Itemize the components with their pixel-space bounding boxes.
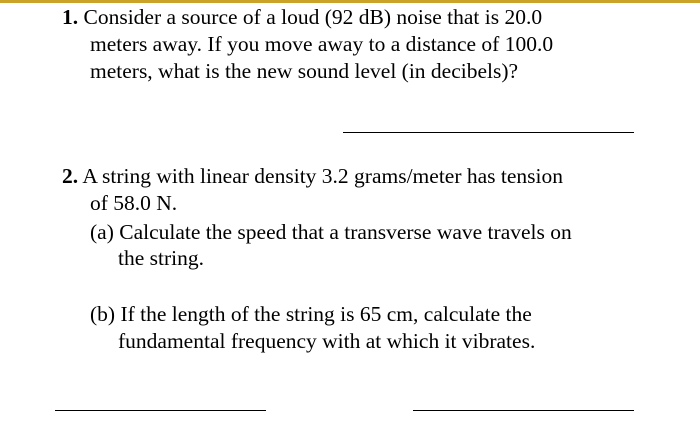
question-2a-line-1: (a) Calculate the speed that a transverse wave travels on (90, 220, 572, 244)
top-accent-rule (0, 0, 700, 3)
question-2b-line-1: (b) If the length of the string is 65 cm, calculate the (90, 302, 532, 326)
question-1-line-3: meters, what is the new sound level (in decibels)? (90, 59, 519, 83)
question-2-line-2: of 58.0 N. (90, 191, 178, 215)
question-1-answer-line (343, 132, 634, 133)
question-1-line-1: Consider a source of a loud (92 dB) noise that is 20.0 (83, 5, 543, 29)
question-2a-line-2: the string. (118, 246, 204, 270)
question-2b-answer-line (413, 410, 634, 411)
question-2a-answer-line (55, 410, 266, 411)
question-2-number: 2. (62, 164, 79, 188)
question-2b-line-2: fundamental frequency with at which it vibrates. (118, 329, 536, 353)
question-1-line-2: meters away. If you move away to a distance of 100.0 (90, 32, 554, 56)
question-1-number: 1. (62, 5, 79, 29)
question-2-line-1: A string with linear density 3.2 grams/meter has tension (82, 164, 564, 188)
